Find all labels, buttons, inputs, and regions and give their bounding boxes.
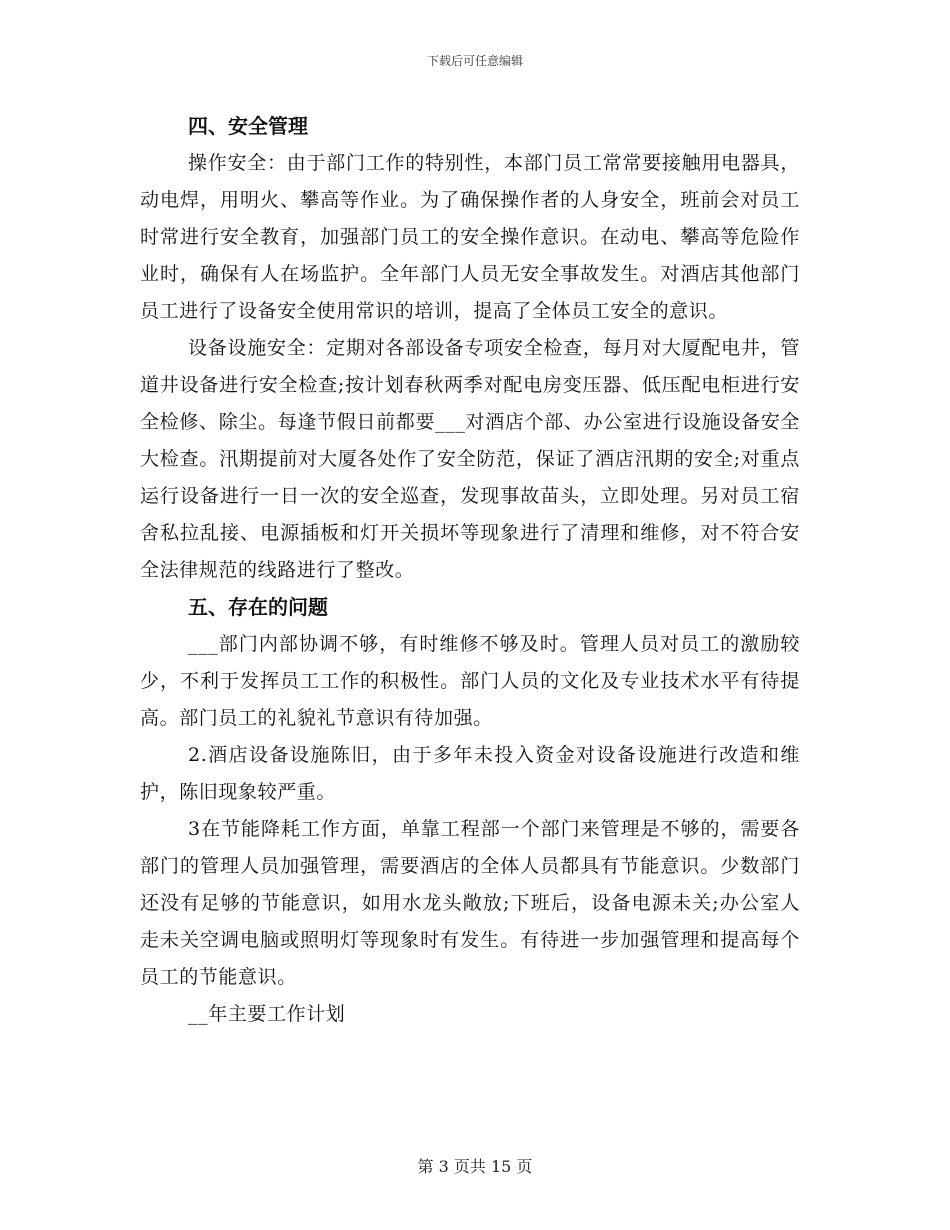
paragraph-problem-3: 3在节能降耗工作方面，单靠工程部一个部门来管理是不够的，需要各部门的管理人员加强管理，需要酒店的全体人员都具有节能意识。少数部门还没有足够的节能意识，如用水龙头敞放;下班后，设备电源未关;办公室人走未关空调电脑或照明灯等现象时有发生。有待进一步加强管理和提高每个员工的节能意识。	[140, 818, 800, 988]
section-4-title: 四、安全管理	[188, 114, 308, 138]
paragraph-equipment-safety: 设备设施安全：定期对各部设备专项安全检查，每月对大厦配电井，管道井设备进行安全检查;按计划春秋两季对配电房变压器、低压配电柜进行安全检修、除尘。每逢节假日前都要___对酒店个部、办公室进行设施设备安全大检查。汛期提前对大厦各处作了安全防范，保证了酒店汛期的安全;对重点运行设备进行一日一次的安全巡查，发现事故苗头，立即处理。另对员工宿舍私拉乱接、电源插板和灯开关损坏等现象进行了清理和维修，对不符合安全法律规范的线路进行了整改。	[140, 337, 800, 581]
paragraph-problem-2: 2.酒店设备设施陈旧，由于多年未投入资金对设备设施进行改造和维护，陈旧现象较严重。	[140, 744, 800, 803]
section-5-title: 五、存在的问题	[188, 595, 328, 619]
paragraph-problem-1: ___部门内部协调不够，有时维修不够及时。管理人员对员工的激励较少，不利于发挥员工工作的积极性。部门人员的文化及专业技术水平有待提高。部门员工的礼貌礼节意识有待加强。	[140, 633, 800, 729]
paragraph-work-plan: __年主要工作计划	[188, 1003, 346, 1025]
document-body	[140, 108, 800, 1033]
paragraph-operation-safety: 操作安全：由于部门工作的特别性，本部门员工常常要接触用电器具，动电焊，用明火、攀高等作业。为了确保操作者的人身安全，班前会对员工时常进行安全教育，加强部门员工的安全操作意识。在动电、攀高等危险作业时，确保有人在场监护。全年部门人员无安全事故发生。对酒店其他部门员工进行了设备安全使用常识的培训，提高了全体员工安全的意识。	[140, 152, 800, 322]
page-header: 下载后可任意编辑	[426, 54, 523, 68]
page-footer: 第 3 页共 15 页	[417, 1157, 533, 1176]
